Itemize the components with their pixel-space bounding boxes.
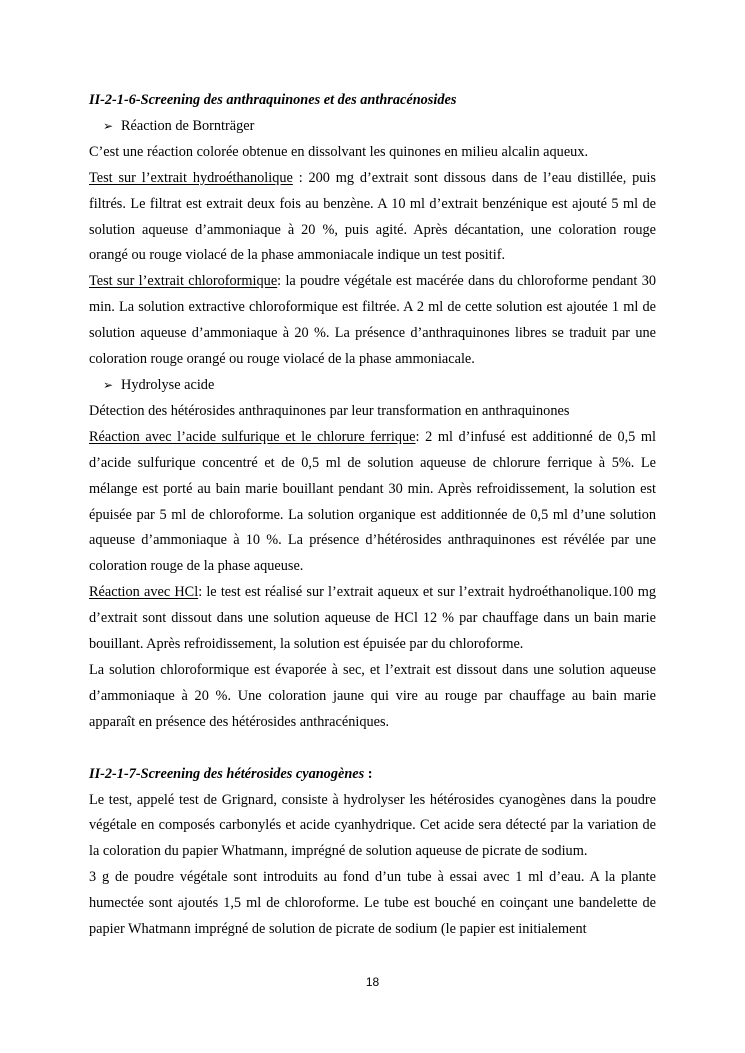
- document-page: [89, 88, 656, 943]
- arrow-bullet-icon: ➢: [103, 118, 114, 133]
- section-heading-anthraquinones: II-2-1-6-Screening des anthraquinones et des anthracénosides: [89, 92, 457, 108]
- paragraph-hydrolyse-intro: Détection des hétérosides anthraquinones par leur transformation en anthraquinones: [89, 402, 570, 419]
- paragraph-test-hydroethanolique: Test sur l’extrait hydroéthanolique : 200 mg d’extrait sont dissous dans de l’eau distillée, puis filtrés. Le filtrat est extrait deux fois au benzène. A 10 ml d’extrait benzénique est ajouté 5 ml de solution aqueuse d’ammoniaque à 20 %, puis agité. Après décantation, une coloration rouge orangé ou rouge violacé de la phase ammoniacale indique un test positif.: [89, 169, 656, 264]
- paragraph-test-chloroformique: Test sur l’extrait chloroformique: la poudre végétale est macérée dans du chloroforme pendant 30 min. La solution extractive chloroformique est filtrée. A 2 ml de cette solution est ajoutée 1 ml de solution aqueuse d’ammoniaque à 20 %. La présence d’anthraquinones libres se traduit par une coloration rouge orangé ou rouge violacé de la phase ammoniacale.: [89, 273, 656, 368]
- paragraph-reaction-sulfurique: Réaction avec l’acide sulfurique et le chlorure ferrique: 2 ml d’infusé est additionné de 0,5 ml d’acide sulfurique concentré et de 0,5 ml de solution aqueuse de chlorure ferrique à 5%. Le mélange est porté au bain marie bouillant pendant 30 min. Après refroidissement, la solution est épuisée par 5 ml de chloroforme. La solution organique est additionnée de 0,5 ml d’une solution aqueuse d’ammoniaque à 10 %. La présence d’hétérosides anthraquinones est révélée par une coloration rouge de la phase aqueuse.: [89, 428, 656, 575]
- section-heading-cyanogenes: II-2-1-7-Screening des hétérosides cyanogènes :: [89, 765, 373, 782]
- paragraph-chloroformique-final: La solution chloroformique est évaporée à sec, et l’extrait est dissout dans une solution aqueuse d’ammoniaque à 20 %. Une coloration jaune qui vire au rouge par chauffage au bain marie apparaît en présence des hétérosides anthracéniques.: [89, 661, 656, 730]
- test-label-hydroethanolique: Test sur l’extrait hydroéthanolique: [89, 169, 293, 186]
- bullet-borntrager: ➢ Réaction de Bornträger: [89, 114, 656, 140]
- section-spacer: [89, 736, 656, 762]
- reaction-label-hcl: Réaction avec HCl: [89, 584, 199, 601]
- test-label-chloroformique: Test sur l’extrait chloroformique: [89, 273, 278, 290]
- arrow-bullet-icon: ➢: [103, 377, 114, 392]
- bullet-hydrolyse-acide: ➢ Hydrolyse acide: [89, 373, 656, 399]
- paragraph-reaction-hcl: Réaction avec HCl: le test est réalisé sur l’extrait aqueux et sur l’extrait hydroéthanolique.100 mg d’extrait sont dissout dans une solution aqueuse de HCl 12 % par chauffage dans un bain marie bouillant. Après refroidissement, la solution est épuisée par du chloroforme.: [89, 584, 656, 653]
- page-number: 18: [365, 975, 380, 989]
- paragraph-protocol: 3 g de poudre végétale sont introduits au fond d’un tube à essai avec 1 ml d’eau. A la plante humectée sont ajoutés 1,5 ml de chloroforme. Le tube est bouché en coinçant une bandelette de papier Whatmann imprégné de solution de picrate de sodium (le papier est initialement: [89, 869, 656, 938]
- paragraph-grignard: Le test, appelé test de Grignard, consiste à hydrolyser les hétérosides cyanogènes dans la poudre végétale en composés carbonylés et acide cyanhydrique. Cet acide sera détecté par la variation de la coloration du papier Whatmann, imprégné de solution aqueuse de picrate de sodium.: [89, 791, 656, 860]
- paragraph-intro: C’est une réaction colorée obtenue en dissolvant les quinones en milieu alcalin aqueux.: [89, 143, 589, 160]
- reaction-label-sulfurique: Réaction avec l’acide sulfurique et le chlorure ferrique: [89, 428, 416, 445]
